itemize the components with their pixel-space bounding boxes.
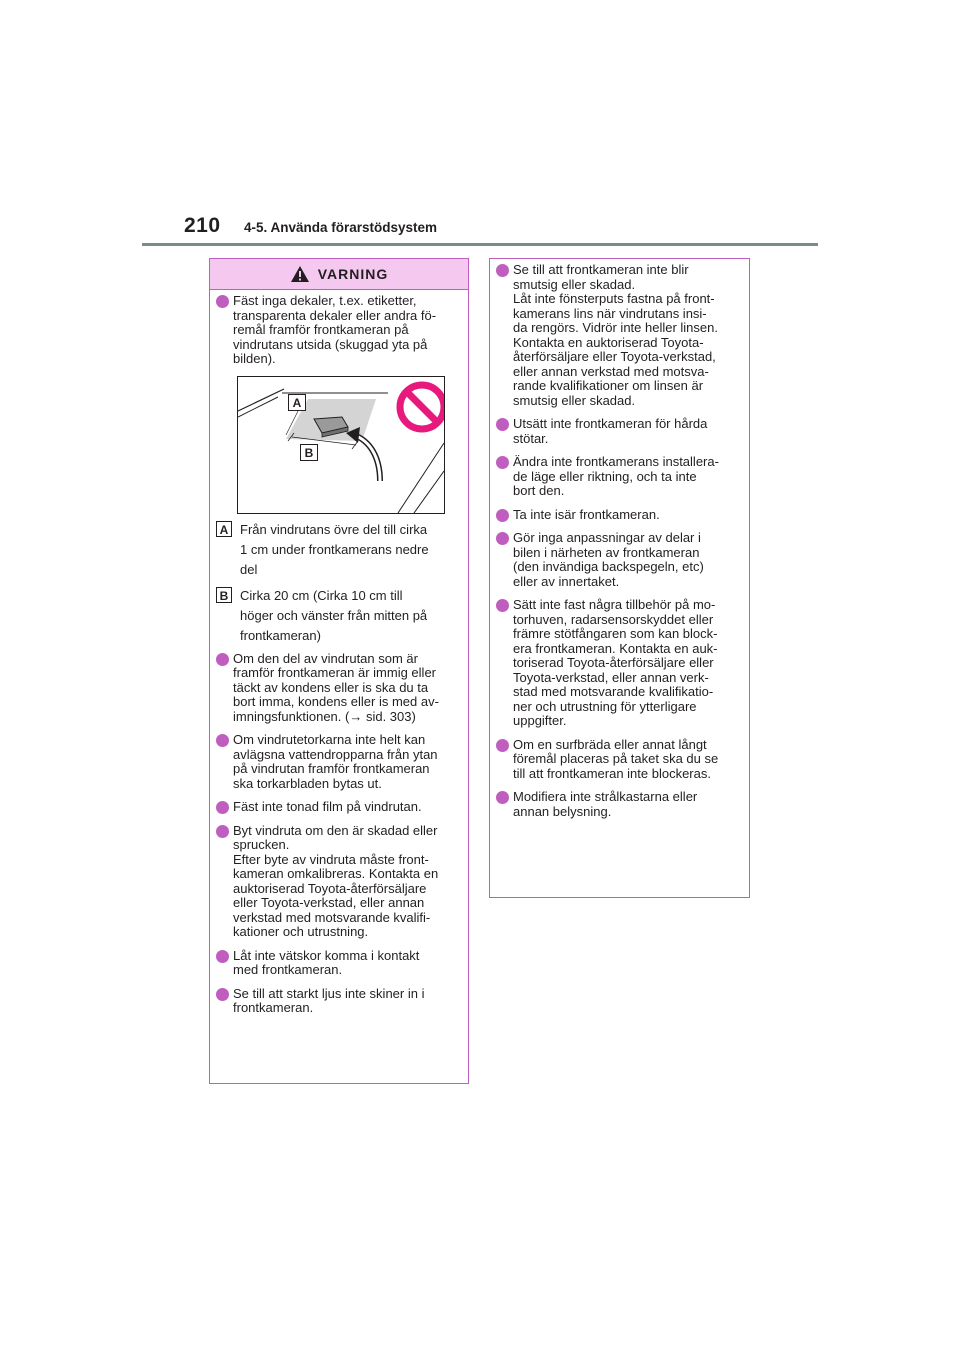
list-item xyxy=(216,652,458,725)
callout-text-b: Cirka 20 cm (Cirka 10 cm till höger och vänster från mitten på frontkameran) xyxy=(240,587,428,643)
list-item xyxy=(216,987,458,1016)
list-item xyxy=(216,800,458,815)
callout-letter-b: B xyxy=(216,587,232,603)
bullet-icon xyxy=(216,295,229,308)
callout-b xyxy=(216,586,458,646)
list-item-text: Se till att frontkameran inte blir smutsig eller skadad. Låt inte fönsterputs fastna på front- kamerans lins när vindrutans insi- da rengörs. Vidrör inte heller linsen. Kontakta en auktoriserad Toyota- återförsäljare eller Toyota-verkstad, eller annan verkstad med motsva- rande kvalifikationer om linsen är smutsig eller skadad. xyxy=(513,262,718,408)
list-item xyxy=(496,738,739,782)
header-rule xyxy=(142,243,818,246)
bullet-icon xyxy=(496,418,509,431)
warning-box-right xyxy=(489,258,750,898)
bullet-icon xyxy=(496,264,509,277)
warning-title: VARNING xyxy=(317,266,389,282)
bullet-icon xyxy=(216,988,229,1001)
bullet-icon xyxy=(216,653,229,666)
list-item xyxy=(216,949,458,978)
list-item xyxy=(496,531,739,589)
bullet-icon xyxy=(496,532,509,545)
list-item-text: Om den del av vindrutan som är framför frontkameran är immig eller täckt av kondens eller is ska du ta bort imma, kondens eller is med av- imningsfunktionen. (→ sid. 303) xyxy=(233,650,439,724)
list-item-text: Modifiera inte strålkastarna eller annan belysning. xyxy=(513,789,698,819)
list-item xyxy=(496,455,739,499)
list-item xyxy=(496,263,739,408)
bullet-icon xyxy=(216,950,229,963)
bullet-icon xyxy=(216,734,229,747)
list-item-text: Fäst inte tonad film på vindrutan. xyxy=(233,799,422,814)
list-item-text: Låt inte vätskor komma i kontakt med frontkameran. xyxy=(233,947,420,977)
warning-body-left xyxy=(210,290,468,1016)
warning-body-right xyxy=(490,259,749,819)
list-item xyxy=(216,824,458,940)
list-item-text: Ta inte isär frontkameran. xyxy=(513,506,660,522)
list-item xyxy=(496,508,739,523)
list-item xyxy=(216,294,458,367)
list-item xyxy=(496,417,739,446)
list-item xyxy=(216,733,458,791)
list-item-text: Ändra inte frontkamerans installera- de läge eller riktning, och ta inte bort den. xyxy=(513,454,719,498)
list-item-text: Se till att starkt ljus inte skiner in i frontkameran. xyxy=(233,985,425,1015)
list-item-text: Om en surfbräda eller annat långt föremål placeras på taket ska du se till att frontkameran inte blockeras. xyxy=(513,736,719,781)
warning-box-left xyxy=(209,258,469,1084)
callout-letter-a: A xyxy=(216,521,232,537)
list-item xyxy=(496,790,739,819)
bullet-icon xyxy=(496,739,509,752)
list-item-text: Utsätt inte frontkameran för hårda stötar. xyxy=(513,416,708,446)
camera-figure xyxy=(237,376,445,514)
prohibition-icon xyxy=(400,385,444,429)
warning-header xyxy=(210,259,468,290)
bullet-icon xyxy=(496,599,509,612)
bullet-icon xyxy=(216,801,229,814)
figure-label-a: A xyxy=(288,394,306,411)
page-number: 210 xyxy=(184,214,221,237)
figure-label-b: B xyxy=(300,444,318,461)
bullet-icon xyxy=(496,791,509,804)
list-item-text: Fäst inga dekaler, t.ex. etiketter, transparenta dekaler eller andra fö- remål framför frontkameran på vindrutans utsida (skuggad yta på bilden). xyxy=(233,293,437,366)
list-item-text: Byt vindruta om den är skadad eller sprucken. Efter byte av vindruta måste front- kameran omkalibreras. Kontakta en auktoriserad Toyota-återförsäljare eller Toyota-verkstad, eller annan verkstad med motsvarande kvalifi- kationer och utrustning. xyxy=(233,822,439,939)
list-item-text: Sätt inte fast några tillbehör på mo- torhuven, radarsensorskyddet eller främre stötfångaren som kan block- era frontkameran. Kontakta en auk- toriserad Toyota-återförsäljare eller Toyota-verkstad, eller annan verk- stad med motsvarande kvalifikatio- ner och utrustning för ytterligare uppgifter. xyxy=(513,597,718,728)
callout-a xyxy=(216,520,458,580)
bullet-icon xyxy=(216,825,229,838)
bullet-icon xyxy=(496,456,509,469)
windshield-illustration xyxy=(238,377,444,513)
list-item xyxy=(496,598,739,729)
callout-text-a: Från vindrutans övre del till cirka 1 cm under frontkamerans nedre del xyxy=(240,521,429,577)
warning-triangle-icon xyxy=(290,265,310,283)
bullet-icon xyxy=(496,509,509,522)
list-item-text: Om vindrutetorkarna inte helt kan avlägsna vattendropparna från ytan på vindrutan framför frontkameran ska torkarbladen bytas ut. xyxy=(233,732,438,791)
section-title: 4-5. Använda förarstödsystem xyxy=(244,220,438,235)
list-item-text: Gör inga anpassningar av delar i bilen i närheten av frontkameran (den invändiga backspegeln, etc) eller av innertaket. xyxy=(513,530,704,589)
